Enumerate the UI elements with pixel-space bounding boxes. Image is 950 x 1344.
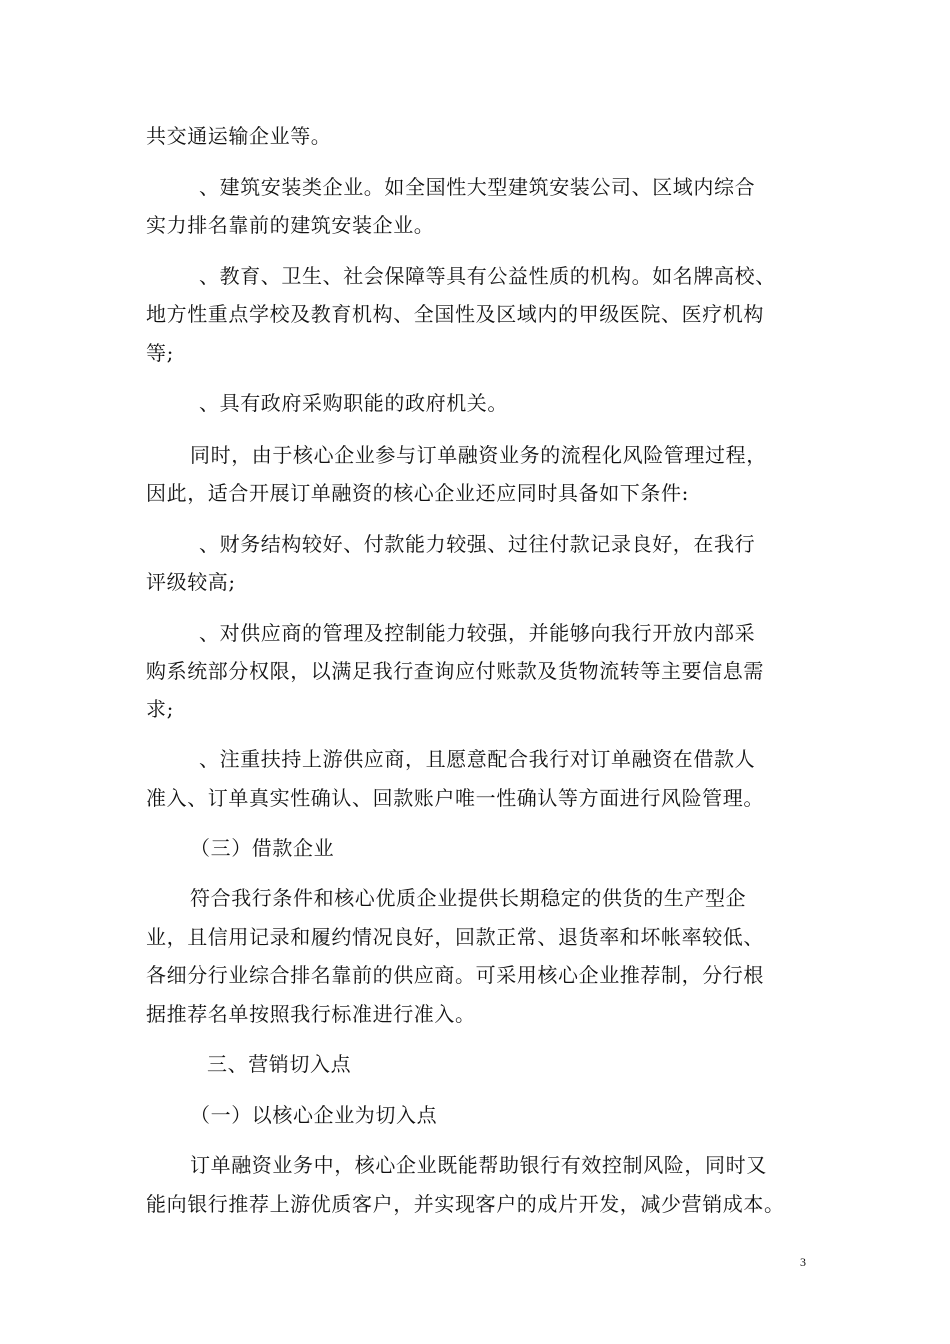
section-heading: （三）借款企业: [190, 836, 335, 860]
text-line: 、财务结构较好、付款能力较强、过往付款记录良好，在我行: [199, 532, 756, 556]
text-line: 准入、订单真实性确认、回款账户唯一性确认等方面进行风险管理。: [146, 786, 764, 810]
text-line: 评级较高;: [146, 570, 236, 594]
text-line: 共交通运输企业等。: [146, 124, 332, 148]
text-line: 等;: [146, 341, 174, 365]
text-line: 、对供应商的管理及控制能力较强，并能够向我行开放内部采: [199, 621, 756, 645]
text-line: 购系统部分权限，以满足我行查询应付账款及货物流转等主要信息需: [146, 659, 764, 683]
text-line: 、注重扶持上游供应商，且愿意配合我行对订单融资在借款人: [199, 747, 756, 771]
text-line: 地方性重点学校及教育机构、全国性及区域内的甲级医院、医疗机构: [146, 302, 764, 326]
section-heading: 三、营销切入点: [207, 1052, 352, 1076]
section-heading: （一）以核心企业为切入点: [190, 1103, 438, 1127]
page-number: 3: [800, 1255, 806, 1269]
text-line: 因此，适合开展订单融资的核心企业还应同时具备如下条件:: [146, 481, 689, 505]
text-line: 业，且信用记录和履约情况良好，回款正常、退货率和坏帐率较低、: [146, 925, 764, 949]
text-line: 符合我行条件和核心优质企业提供长期稳定的供货的生产型企: [190, 886, 747, 910]
text-line: 实力排名靠前的建筑安装企业。: [146, 213, 435, 237]
text-line: 求;: [146, 697, 174, 721]
text-line: 订单融资业务中，核心企业既能帮助银行有效控制风险，同时又: [190, 1153, 767, 1177]
text-line: 、具有政府采购职能的政府机关。: [199, 391, 508, 415]
text-line: 各细分行业综合排名靠前的供应商。可采用核心企业推荐制，分行根: [146, 963, 764, 987]
text-line: 、建筑安装类企业。如全国性大型建筑安装公司、区域内综合: [199, 175, 756, 199]
text-line: 能向银行推荐上游优质客户，并实现客户的成片开发，减少营销成本。: [146, 1192, 785, 1216]
text-line: 、教育、卫生、社会保障等具有公益性质的机构。如名牌高校、: [199, 264, 776, 288]
text-line: 同时，由于核心企业参与订单融资业务的流程化风险管理过程，: [190, 443, 767, 467]
text-line: 据推荐名单按照我行标准进行准入。: [146, 1002, 476, 1026]
